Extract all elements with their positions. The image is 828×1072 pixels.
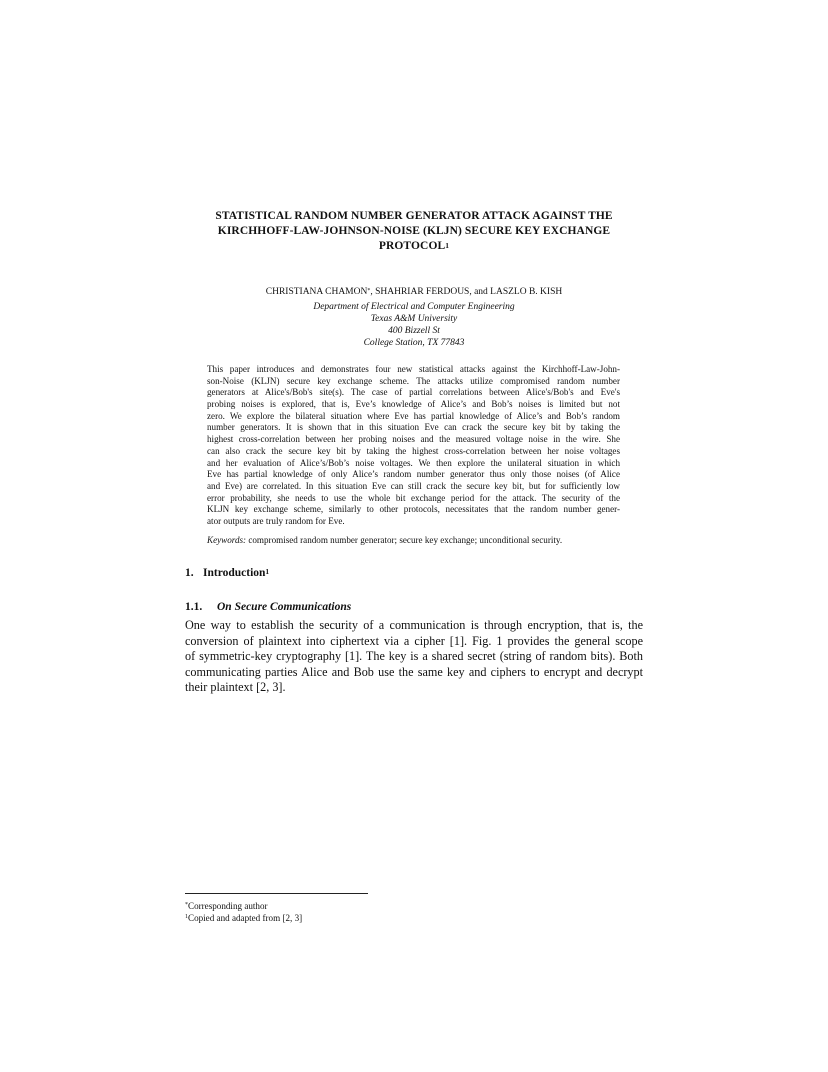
- paper-title: [180, 209, 648, 254]
- abstract-line: and her evaluation of Alice’s/Bob’s noise voltages. We then explore the unilateral situation in which: [207, 457, 620, 468]
- subsection-heading: [185, 600, 351, 614]
- title-line-text: PROTOCOL: [378, 240, 446, 252]
- affiliation-line: Texas A&M University: [370, 314, 458, 324]
- section-heading: [185, 566, 269, 580]
- section-title: Introduction: [203, 567, 266, 579]
- author-list: [180, 286, 648, 298]
- body-line: One way to establish the security of a communication is through encryption, that is, the: [185, 618, 643, 632]
- footnote-mark: 1: [185, 914, 188, 921]
- affiliation-line: 400 Bizzell St: [388, 326, 440, 336]
- author-rest: , SHAHRIAR FERDOUS, and LASZLO B. KISH: [370, 287, 563, 297]
- abstract-line: zero. We explore the bilateral situation where Eve has partial knowledge of Alice’s and Bob’s random: [207, 410, 620, 421]
- body-paragraph: [185, 618, 643, 696]
- footnotes: [185, 900, 485, 925]
- section-footnote-mark: 1: [265, 567, 270, 576]
- abstract-line: can also crack the secure key bit by taking the highest cross-correlation between her noise voltages: [207, 445, 620, 456]
- body-line: communicating parties Alice and Bob use the same key and ciphers to encrypt and decrypt: [185, 664, 643, 679]
- title-line: [180, 239, 648, 254]
- abstract-line: generators at Alice's/Bob's site(s). The case of partial correlations between Alice's/Bob's and Eve's: [207, 387, 620, 398]
- abstract-line: number generators. It is shown that in this situation Eve can crack the secure key bit by taking the: [207, 422, 620, 433]
- abstract-line: ator outputs are truly random for Eve.: [207, 515, 345, 526]
- title-footnote-mark: 1: [445, 241, 450, 250]
- abstract-line: This paper introduces and demonstrates four new statistical attacks against the Kirchhoff-Law-John-: [207, 364, 620, 374]
- body-line: their plaintext [2, 3].: [185, 680, 286, 695]
- abstract-line: probing noises is explored, that is, Eve’s knowledge of Alice’s and Bob’s noises is limited but not: [207, 399, 620, 410]
- affiliation-line: College Station, TX 77843: [363, 338, 465, 348]
- body-line: conversion of plaintext into ciphertext via a cipher [1]. Fig. 1 provides the general scope: [185, 633, 643, 648]
- footnote-text: Copied and adapted from [2, 3]: [188, 913, 303, 924]
- keywords-label: Keywords:: [207, 535, 247, 545]
- abstract: [207, 364, 620, 528]
- section-number: 1.: [185, 567, 194, 579]
- keywords-text: compromised random number generator; secure key exchange; unconditional security.: [246, 535, 563, 545]
- title-line: KIRCHHOFF-LAW-JOHNSON-NOISE (KLJN) SECURE KEY EXCHANGE: [217, 225, 611, 237]
- affiliation: [180, 301, 648, 349]
- footnote-text: Corresponding author: [188, 901, 268, 911]
- author-first: CHRISTIANA CHAMON: [265, 287, 368, 297]
- abstract-line: error probability, she needs to use the whole bit exchange period for the attack. The security of the: [207, 492, 620, 503]
- keywords: [207, 535, 620, 547]
- footnote: [185, 900, 485, 912]
- footnote-divider: [185, 893, 368, 894]
- abstract-line: son-Noise (KLJN) secure key exchange scheme. The attacks utilize compromised random number: [207, 375, 620, 386]
- subsection-number: 1.1.: [185, 601, 203, 613]
- footnote-mark: *: [185, 902, 188, 908]
- abstract-line: highest cross-correlation between her probing noises and the measured voltage noise in the wire. She: [207, 434, 620, 445]
- affiliation-line: Department of Electrical and Computer Engineering: [313, 302, 515, 312]
- abstract-line: and Eve) are correlated. In this situation Eve can still crack the secure key bit, but for sufficiently low: [207, 480, 620, 491]
- title-line: STATISTICAL RANDOM NUMBER GENERATOR ATTACK AGAINST THE: [215, 210, 613, 222]
- corresponding-mark: *: [367, 288, 371, 294]
- subsection-title: On Secure Communications: [217, 601, 352, 613]
- abstract-line: Eve has partial knowledge of only Alice’s random number generator thus only those noises (of Alice: [207, 469, 620, 480]
- footnote: [185, 912, 485, 924]
- abstract-line: KLJN key exchange scheme, similarly to other protocols, necessitates that the random number gener-: [207, 504, 620, 515]
- body-line: of symmetric-key cryptography [1]. The key is a shared secret (string of random bits). Both: [185, 649, 643, 664]
